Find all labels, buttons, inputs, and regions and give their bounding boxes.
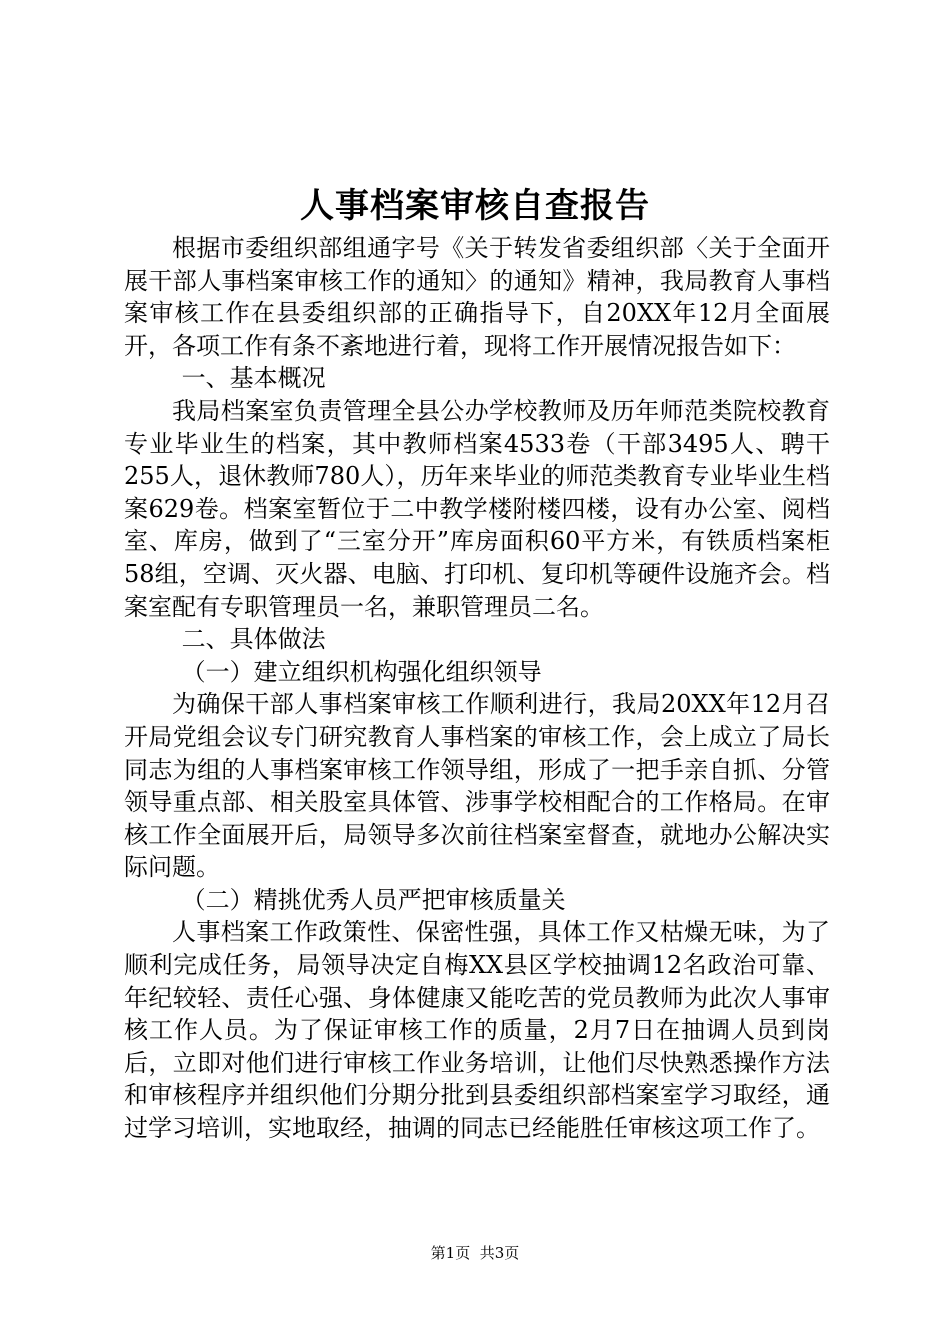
- heading-specific-measures: 二、具体做法: [181, 625, 326, 654]
- paragraph-intro: 根据市委组织部组通字号《关于转发省委组织部〈关于全面开展干部人事档案审核工作的通知〉的通知》精神，我局教育人事档案审核工作在县委组织部的正确指导下，自20XX年12月全面展开，各项工作有条不紊地进行着，现将工作开展情况报告如下：: [124, 234, 830, 360]
- subheading-organization: （一）建立组织机构强化组织领导: [181, 657, 542, 686]
- page-footer: [0, 1242, 950, 1264]
- page-total: 共3页: [479, 1244, 520, 1262]
- paragraph-personnel: 人事档案工作政策性、保密性强，具体工作又枯燥无味，为了顺利完成任务，局领导决定自梅XX县区学校抽调12名政治可靠、年纪较轻、责任心强、身体健康又能吃苦的党员教师为此次人事审核工作人员。为了保证审核工作的质量，2月7日在抽调人员到岗后，立即对他们进行审核工作业务培训，让他们尽快熟悉操作方法和审核程序并组织他们分期分批到县委组织部档案室学习取经，通过学习培训，实地取经，抽调的同志已经能胜任审核这项工作了。: [124, 918, 830, 1143]
- paragraph-overview: 我局档案室负责管理全县公办学校教师及历年师范类院校教育专业毕业生的档案，其中教师档案4533卷（干部3495人、聘干255人，退休教师780人），历年来毕业的师范类教育专业毕业生档案629卷。档案室暂位于二中教学楼附楼四楼，设有办公室、阅档室、库房，做到了“三室分开”库房面积60平方米，有铁质档案柜58组，空调、灭火器、电脑、打印机、复印机等硬件设施齐会。档案室配有专职管理员一名，兼职管理员二名。: [124, 396, 830, 621]
- page-number: 第1页: [430, 1244, 471, 1262]
- heading-basic-overview: 一、基本概况: [181, 364, 326, 393]
- document-body: [124, 232, 830, 1145]
- subheading-personnel: （二）精挑优秀人员严把审核质量关: [181, 885, 566, 914]
- document-title: 人事档案审核自查报告: [300, 186, 650, 226]
- paragraph-organization: 为确保干部人事档案审核工作顺利进行，我局20XX年12月召开局党组会议专门研究教育人事档案的审核工作，会上成立了局长同志为组的人事档案审核工作领导组，形成了一把手亲自抓、分管领导重点部、相关股室具体管、涉事学校相配合的工作格局。在审核工作全面展开后，局领导多次前往档案室督查，就地办公解决实际问题。: [124, 690, 830, 882]
